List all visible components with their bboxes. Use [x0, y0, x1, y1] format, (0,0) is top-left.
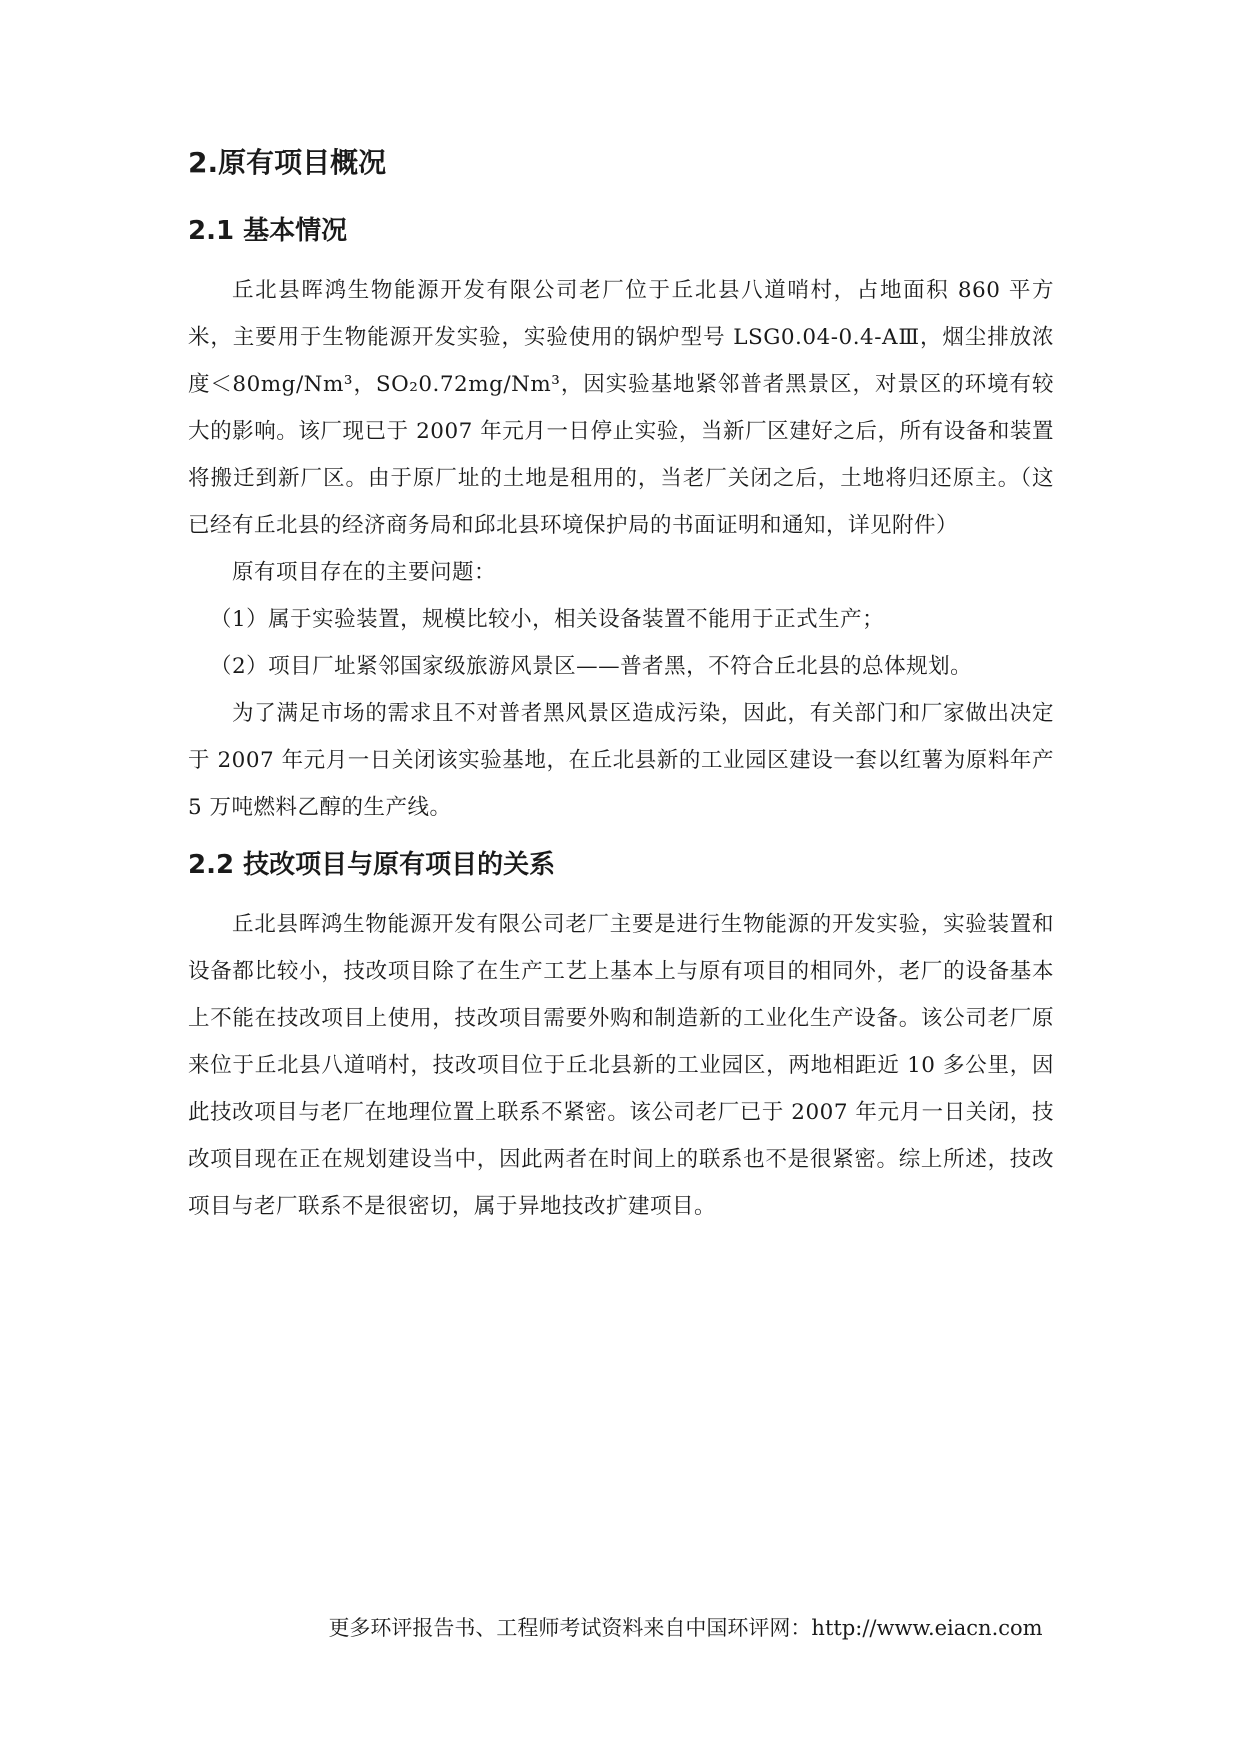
paragraph-basic-situation: 丘北县晖鸿生物能源开发有限公司老厂位于丘北县八道哨村，占地面积 860 平方米，主要用于生物能源开发实验，实验使用的锅炉型号 LSG0.04-0.4-AⅢ，烟尘排放浓度＜80mg/Nm³，SO₂0.72mg/Nm³，因实验基地紧邻普者黑景区，对景区的环境有较大的影响。该厂现已于 2007 年元月一日停止实验，当新厂区建好之后，所有设备和装置将搬迁到新厂区。由于原厂址的土地是租用的，当老厂关闭之后，土地将归还原主。（这已经有丘北县的经济商务局和邱北县环境保护局的书面证明和通知，详见附件）	[188, 278, 1054, 539]
footer-text: 更多环评报告书、工程师考试资料来自中国环评网：http://www.eiacn.com	[328, 1616, 1043, 1640]
problem-item-1: （1）属于实验装置，规模比较小，相关设备装置不能用于正式生产；	[210, 607, 885, 633]
paragraph-problems-intro: 原有项目存在的主要问题：	[232, 560, 497, 586]
paragraph-relationship: 丘北县晖鸿生物能源开发有限公司老厂主要是进行生物能源的开发实验，实验装置和设备都比较小，技改项目除了在生产工艺上基本上与原有项目的相同外，老厂的设备基本上不能在技改项目上使用，技改项目需要外购和制造新的工业化生产设备。该公司老厂原来位于丘北县八道哨村，技改项目位于丘北县新的工业园区，两地相距近 10 多公里，因此技改项目与老厂在地理位置上联系不紧密。该公司老厂已于 2007 年元月一日关闭，技改项目现在正在规划建设当中，因此两者在时间上的联系也不是很紧密。综上所述，技改项目与老厂联系不是很密切，属于异地技改扩建项目。	[188, 911, 1054, 1219]
subsection-title-relationship: 2.2 技改项目与原有项目的关系	[188, 850, 556, 881]
problem-item-2: （2）项目厂址紧邻国家级旅游风景区——普者黑，不符合丘北县的总体规划。	[210, 654, 973, 680]
paragraph-decision: 为了满足市场的需求且不对普者黑风景区造成污染，因此，有关部门和厂家做出决定于 2007 年元月一日关闭该实验基地，在丘北县新的工业园区建设一套以红薯为原料年产 5 万吨燃料乙醇的生产线。	[188, 701, 1054, 821]
section-title: 2.原有项目概况	[188, 146, 387, 179]
page-footer	[0, 1612, 1241, 1642]
subsection-title-basic-situation: 2.1 基本情况	[188, 216, 348, 247]
document-page	[188, 145, 1054, 1230]
